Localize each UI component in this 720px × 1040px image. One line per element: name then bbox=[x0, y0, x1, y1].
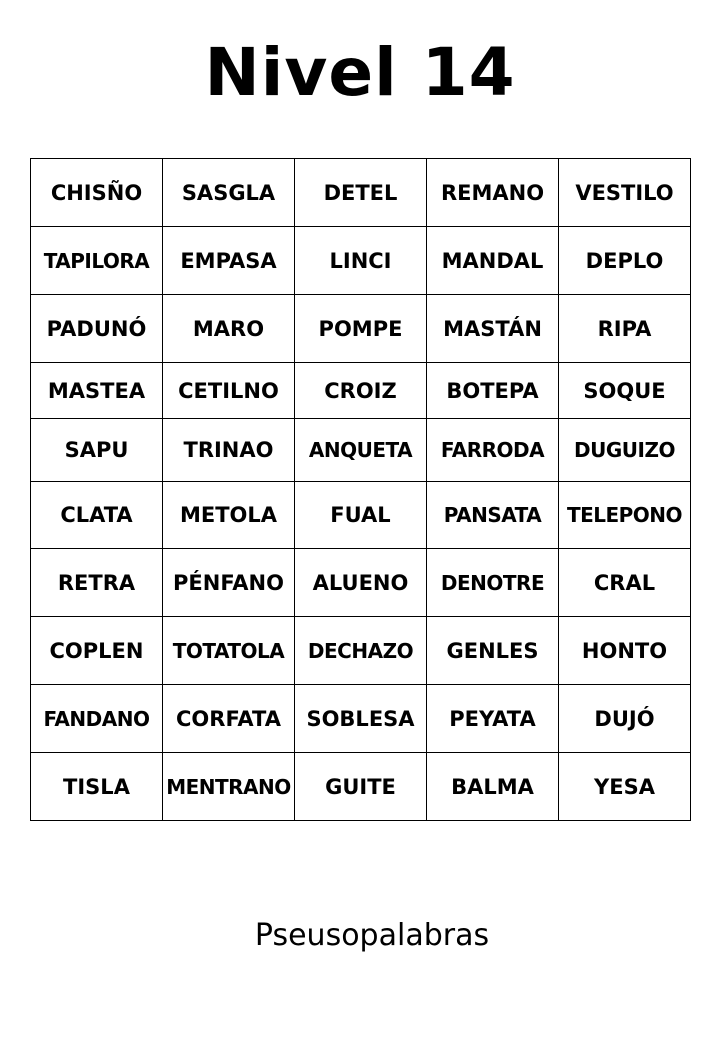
grid-row bbox=[31, 617, 691, 685]
word-cell: CROIZ bbox=[295, 363, 427, 419]
word-cell: BALMA bbox=[427, 753, 559, 821]
word-cell: GENLES bbox=[427, 617, 559, 685]
word-cell: REMANO bbox=[427, 159, 559, 227]
word-cell: SOBLESA bbox=[295, 685, 427, 753]
word-cell: PADUNÓ bbox=[31, 295, 163, 363]
word-cell: HONTO bbox=[559, 617, 691, 685]
word-cell: DECHAZO bbox=[295, 617, 427, 685]
footer-caption: Pseusopalabras bbox=[254, 918, 490, 953]
word-cell: COPLEN bbox=[31, 617, 163, 685]
word-cell: POMPE bbox=[295, 295, 427, 363]
word-cell: ANQUETA bbox=[295, 419, 427, 482]
word-cell: DEPLO bbox=[559, 227, 691, 295]
word-cell: METOLA bbox=[163, 482, 295, 549]
word-cell: DUJÓ bbox=[559, 685, 691, 753]
word-cell: CETILNO bbox=[163, 363, 295, 419]
grid-row bbox=[31, 419, 691, 482]
word-cell: YESA bbox=[559, 753, 691, 821]
word-cell: PANSATA bbox=[427, 482, 559, 549]
word-cell: EMPASA bbox=[163, 227, 295, 295]
word-cell: RIPA bbox=[559, 295, 691, 363]
pseudoword-grid-body bbox=[31, 159, 691, 821]
word-cell: PEYATA bbox=[427, 685, 559, 753]
word-cell: TISLA bbox=[31, 753, 163, 821]
word-cell: DUGUIZO bbox=[559, 419, 691, 482]
word-cell: SOQUE bbox=[559, 363, 691, 419]
word-cell: VESTILO bbox=[559, 159, 691, 227]
word-cell: ALUENO bbox=[295, 549, 427, 617]
word-cell: DENOTRE bbox=[427, 549, 559, 617]
word-cell: SAPU bbox=[31, 419, 163, 482]
grid-row bbox=[31, 295, 691, 363]
word-cell: MASTÁN bbox=[427, 295, 559, 363]
page-title: Nivel 14 bbox=[204, 34, 516, 111]
word-cell: FUAL bbox=[295, 482, 427, 549]
word-cell: TOTATOLA bbox=[163, 617, 295, 685]
grid-row bbox=[31, 685, 691, 753]
word-cell: CORFATA bbox=[163, 685, 295, 753]
word-cell: MENTRANO bbox=[163, 753, 295, 821]
word-cell: SASGLA bbox=[163, 159, 295, 227]
grid-row bbox=[31, 482, 691, 549]
word-cell: FANDANO bbox=[31, 685, 163, 753]
grid-row bbox=[31, 227, 691, 295]
word-cell: MARO bbox=[163, 295, 295, 363]
word-cell: PÉNFANO bbox=[163, 549, 295, 617]
word-cell: GUITE bbox=[295, 753, 427, 821]
word-cell: CLATA bbox=[31, 482, 163, 549]
word-cell: RETRA bbox=[31, 549, 163, 617]
word-cell: FARRODA bbox=[427, 419, 559, 482]
word-cell: CHISÑO bbox=[31, 159, 163, 227]
word-cell: TELEPONO bbox=[559, 482, 691, 549]
word-cell: DETEL bbox=[295, 159, 427, 227]
word-cell: LINCI bbox=[295, 227, 427, 295]
grid-row bbox=[31, 159, 691, 227]
pseudoword-grid bbox=[30, 158, 691, 821]
word-cell: MANDAL bbox=[427, 227, 559, 295]
word-cell: BOTEPA bbox=[427, 363, 559, 419]
word-cell: TAPILORA bbox=[31, 227, 163, 295]
grid-row bbox=[31, 363, 691, 419]
grid-row bbox=[31, 753, 691, 821]
word-cell: MASTEA bbox=[31, 363, 163, 419]
word-cell: TRINAO bbox=[163, 419, 295, 482]
word-cell: CRAL bbox=[559, 549, 691, 617]
grid-row bbox=[31, 549, 691, 617]
